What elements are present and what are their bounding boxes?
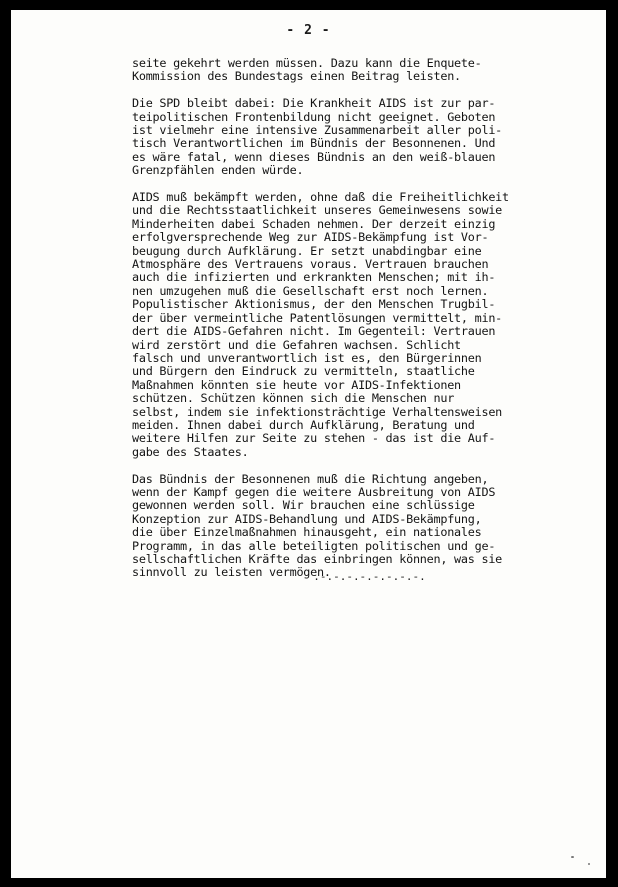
- text-line: gewonnen werden soll. Wir brauchen eine schlüssige: [132, 498, 475, 513]
- text-line: der über vermeintliche Patentlösungen vermittelt, min-: [132, 310, 503, 325]
- text-line: Atmosphäre des Vertrauens voraus. Vertrauen brauchen: [132, 257, 489, 272]
- paragraph-1: [132, 57, 542, 84]
- text-line: meiden. Ihnen dabei durch Aufklärung, Beratung und: [132, 417, 475, 432]
- text-line: schützen. Schützen können sich die Menschen nur: [132, 391, 455, 406]
- text-line: AIDS muß bekämpft werden, ohne daß die Freiheitlichkeit: [132, 190, 509, 205]
- text-line: wenn der Kampf gegen die weitere Ausbreitung von AIDS: [132, 484, 496, 499]
- text-line: Die SPD bleibt dabei: Die Krankheit AIDS ist zur par-: [132, 96, 496, 111]
- page-number: - 2 -: [286, 23, 331, 38]
- text-line: falsch und unverantwortlich ist es, den Bürgerinnen: [132, 350, 482, 365]
- text-line: beugung durch Aufklärung. Er setzt unabdingbar eine: [132, 243, 482, 258]
- text-line: teipolitischen Frontenbildung nicht geeignet. Geboten: [132, 109, 496, 124]
- text-line: auch die infizierten und erkrankten Menschen; mit ih-: [132, 270, 496, 285]
- text-line: Grenzpfählen enden würde.: [132, 163, 304, 178]
- text-line: und die Rechtsstaatlichkeit unseres Gemeinwesens sowie: [132, 203, 503, 218]
- text-line: Konzeption zur AIDS-Behandlung und AIDS-Bekämpfung,: [132, 511, 482, 526]
- scan-speck: [571, 856, 574, 858]
- text-line: Kommission des Bundestags einen Beitrag leisten.: [132, 69, 461, 84]
- text-line: tisch Verantwortlichen im Bündnis der Besonnenen. Und: [132, 136, 496, 151]
- text-line: erfolgversprechende Weg zur AIDS-Bekämpfung ist Vor-: [132, 230, 489, 245]
- text-line: seite gekehrt werden müssen. Dazu kann die Enquete-: [132, 56, 482, 70]
- document-body: [132, 57, 542, 593]
- text-line: sinnvoll zu leisten vermögen.: [132, 565, 331, 580]
- text-line: wird zerstört und die Gefahren wachsen. Schlicht: [132, 337, 461, 352]
- text-line: gabe des Staates.: [132, 444, 249, 459]
- text-line: weitere Hilfen zur Seite zu stehen - das ist die Auf-: [132, 431, 496, 446]
- scan-speck: [588, 863, 590, 865]
- text-line: sellschaftlichen Kräfte das einbringen können, was sie: [132, 551, 503, 566]
- paragraph-4: [132, 473, 542, 580]
- text-line: Minderheiten dabei Schaden nehmen. Der derzeit einzig: [132, 216, 496, 231]
- text-line: Maßnahmen könnten sie heute vor AIDS-Infektionen: [132, 377, 461, 392]
- paragraph-2: [132, 97, 542, 177]
- text-line: und Bürgern den Eindruck zu vermitteln, staatliche: [132, 364, 475, 379]
- paragraph-3: [132, 191, 542, 459]
- text-line: es wäre fatal, wenn dieses Bündnis an den weiß-blauen: [132, 149, 496, 164]
- text-line: Das Bündnis der Besonnenen muß die Richtung angeben,: [132, 471, 489, 486]
- text-line: Populistischer Aktionismus, der den Menschen Trugbil-: [132, 297, 496, 312]
- document-page: [11, 10, 606, 878]
- text-line: ist vielmehr eine intensive Zusammenarbeit aller poli-: [132, 123, 503, 138]
- end-of-text-marker: .-.-.-.-.-.-.-.-.: [313, 570, 426, 583]
- text-line: selbst, indem sie infektionsträchtige Verhaltensweisen: [132, 404, 503, 419]
- text-line: nen umzugehen muß die Gesellschaft erst noch lernen.: [132, 283, 489, 298]
- text-line: dert die AIDS-Gefahren nicht. Im Gegenteil: Vertrauen: [132, 324, 496, 339]
- text-line: Programm, in das alle beteiligten politischen und ge-: [132, 538, 496, 553]
- text-line: die über Einzelmaßnahmen hinausgeht, ein nationales: [132, 525, 482, 540]
